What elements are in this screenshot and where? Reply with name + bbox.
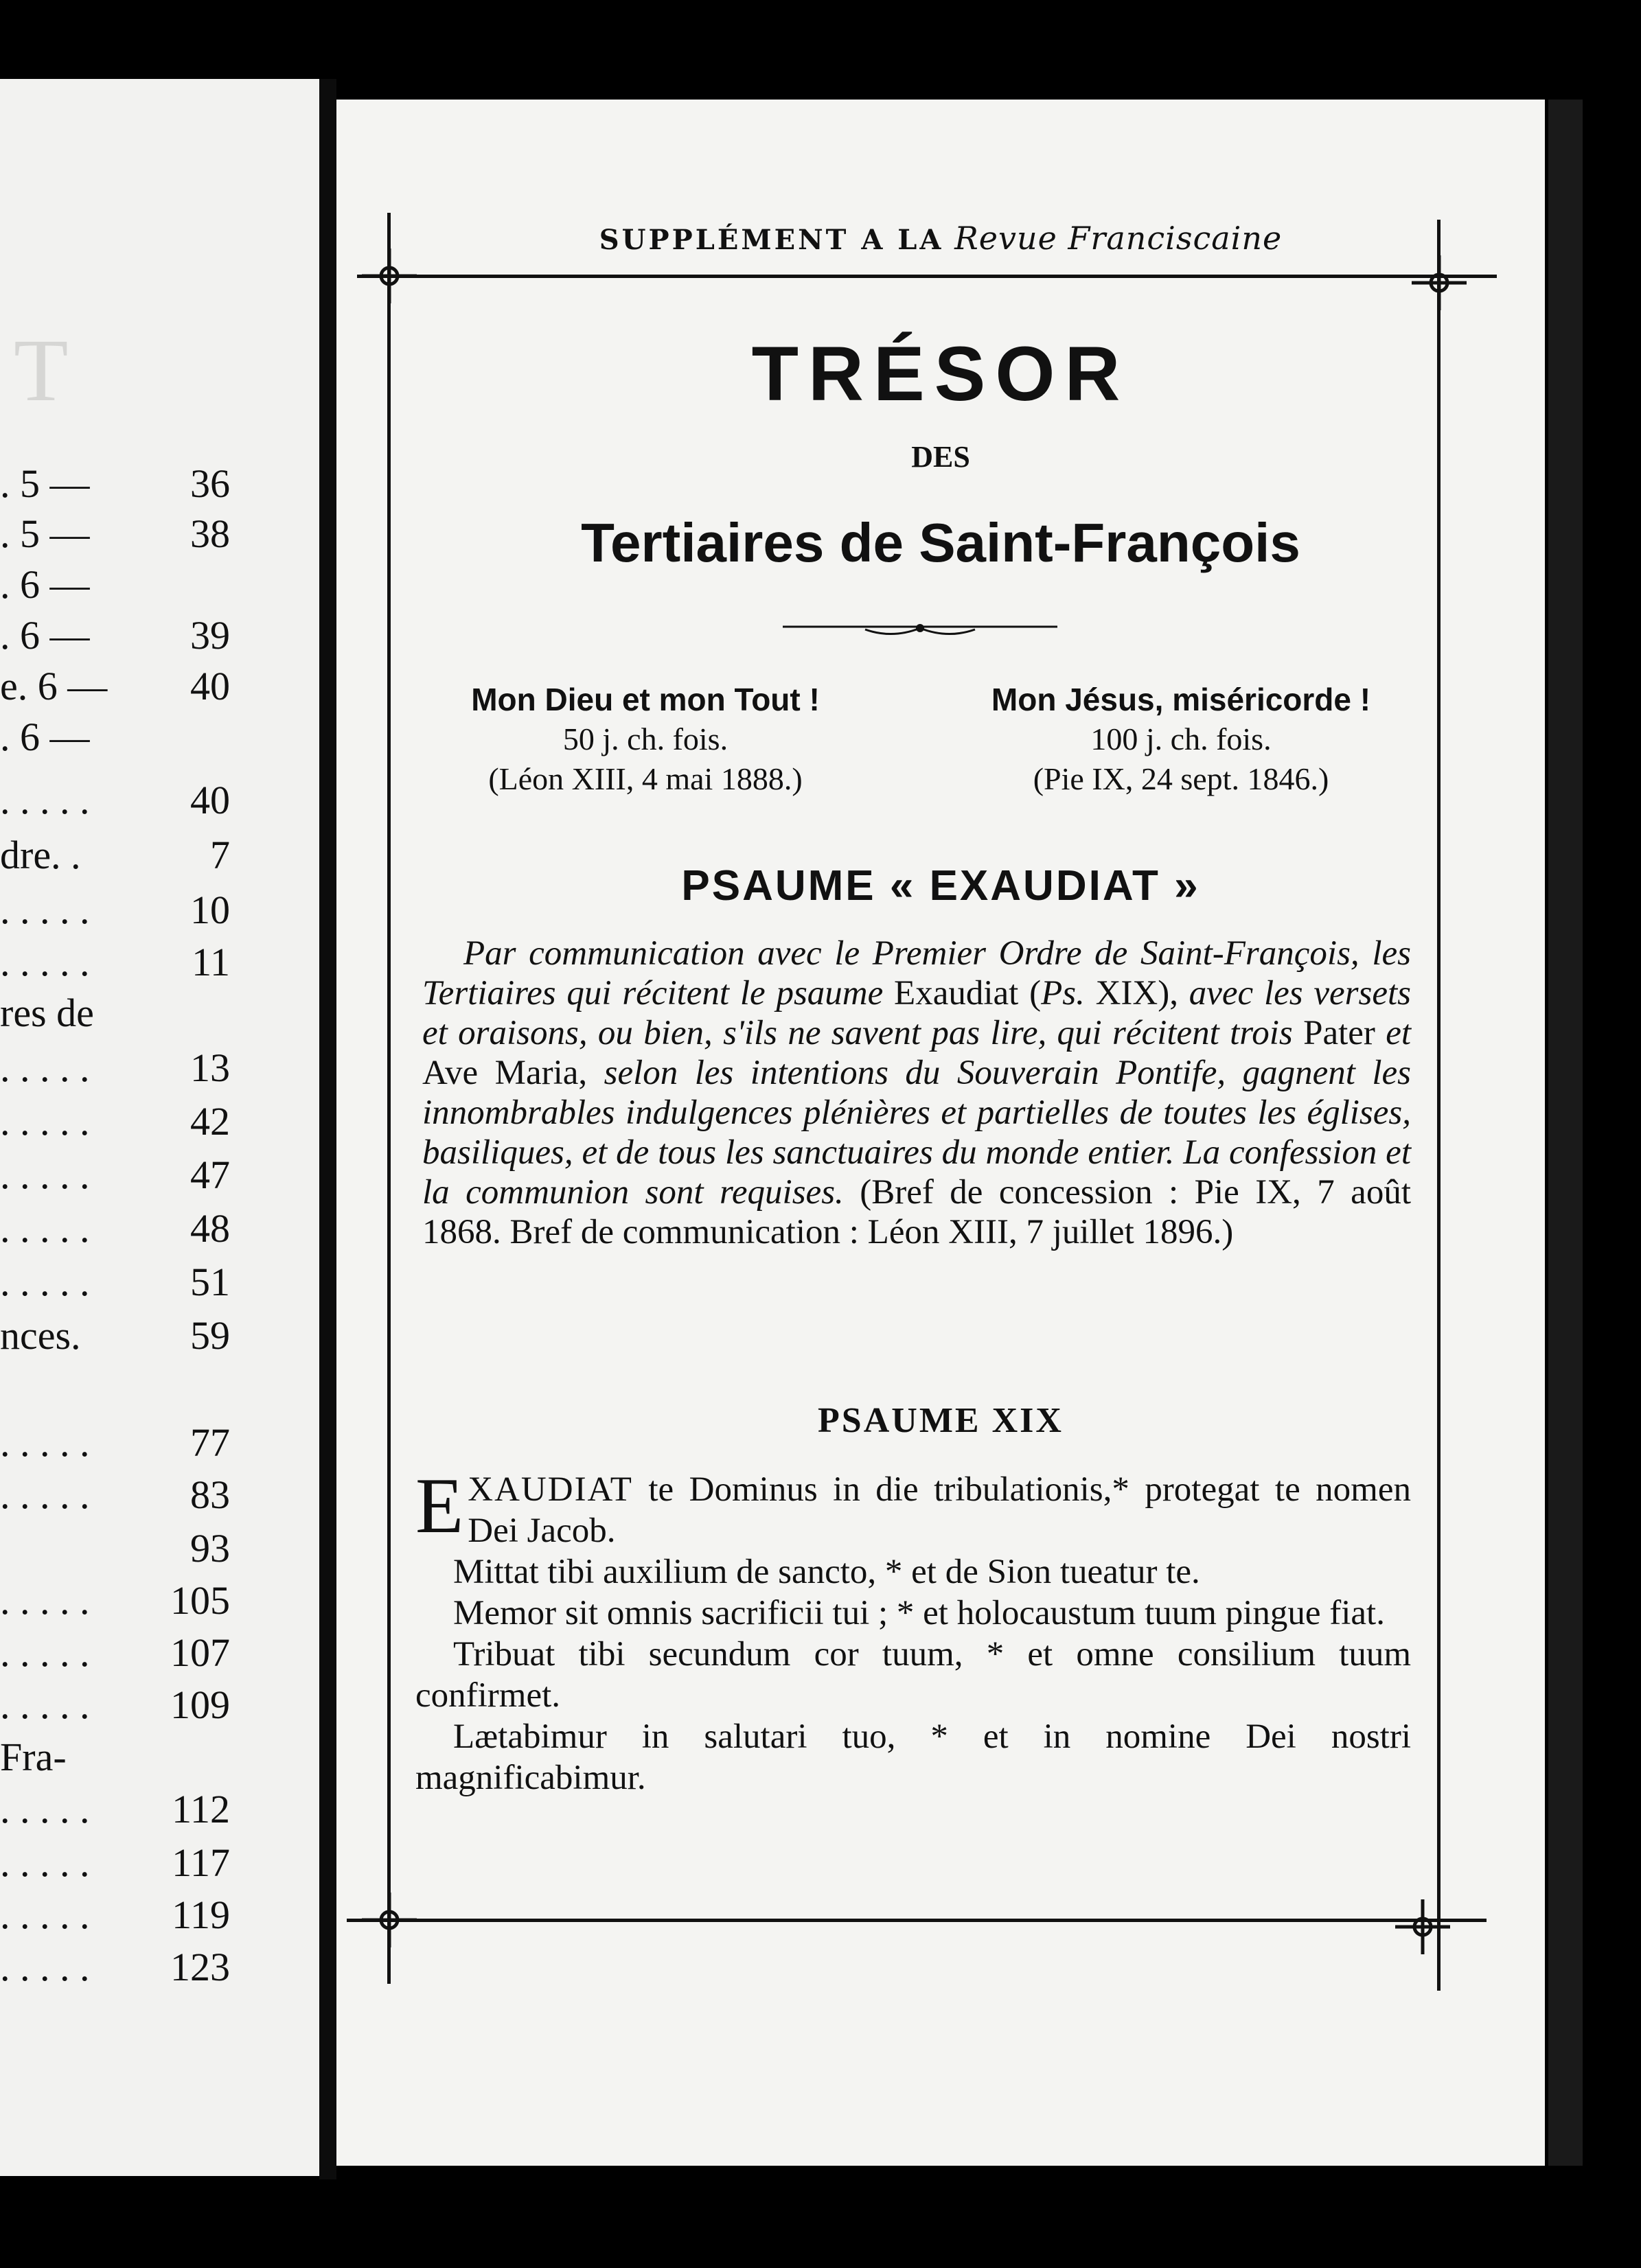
supplement-label: SUPPLÉMENT A LA: [599, 224, 944, 256]
toc-page-number: 36: [190, 461, 230, 506]
intro-text: (: [1029, 974, 1042, 1012]
frame-top-rule: [357, 275, 1497, 278]
toc-entry-text: . . . . .: [0, 1260, 90, 1304]
toc-entry-text: res de: [0, 991, 94, 1035]
toc-entry-text: . . . . .: [0, 1153, 90, 1197]
toc-row: [0, 776, 319, 824]
toc-page-number: 38: [190, 511, 230, 556]
toc-page-number: 39: [190, 613, 230, 658]
title-connector: DES: [911, 440, 970, 474]
toc-page-number: 117: [172, 1840, 230, 1885]
decree-reference: (Pie IX, 24 sept. 1846.): [1033, 761, 1329, 796]
toc-row: [0, 1943, 319, 1991]
toc-page-number: 83: [190, 1472, 230, 1517]
toc-entry-text: . . . . .: [0, 1206, 90, 1251]
toc-row: [0, 1629, 319, 1677]
toc-row: [0, 1577, 319, 1625]
toc-row: [0, 1891, 319, 1939]
toc-entry-text: . 6 —: [0, 613, 90, 658]
toc-page-number: 42: [190, 1099, 230, 1144]
toc-page-number: 93: [190, 1526, 230, 1571]
toc-page-number: 107: [170, 1630, 230, 1675]
toc-entry-text: . . . . .: [0, 1945, 90, 1989]
toc-entry-text: . 6 —: [0, 715, 90, 759]
revue-title: Revue Franciscaine: [954, 220, 1283, 257]
intro-text: Par communication avec le Premier Ordre de Saint-François, les Tertiaires qui récitent le psaume: [422, 934, 1411, 1012]
intro-text: Exaudiat: [883, 974, 1030, 1012]
invocation-left: [412, 680, 879, 799]
toc-entry-text: . . . . .: [0, 1045, 90, 1090]
page-subtitle: Tertiaires de Saint-François: [581, 512, 1300, 573]
verse: Tribuat tibi secundum cor tuum, * et omne consilium tuum confirmet.: [415, 1635, 1411, 1715]
toc-page-number: 11: [192, 940, 230, 984]
intro-text: selon les intentions du Souverain Pontife, gagnent les innombrables indulgences plénières et partielles de toutes les églises, basiliques, et de tous les sanctuaires du monde entier. La confession et la communion sont requises.: [422, 1054, 1411, 1212]
toc-page-number: 48: [190, 1206, 230, 1251]
toc-row: [0, 1471, 319, 1519]
toc-page-number: 40: [190, 664, 230, 708]
corner-ornament-icon: [1412, 255, 1467, 310]
invocation-text: Mon Dieu et mon Tout !: [471, 682, 820, 717]
intro-text: Ps.: [1041, 974, 1085, 1012]
verse: Mittat tibi auxilium de sancto, * et de Sion tueatur te.: [453, 1553, 1200, 1591]
frame-left-rule: [387, 213, 391, 1984]
invocation-text: Mon Jésus, miséricorde !: [991, 682, 1371, 717]
toc-entry-text: . . . . .: [0, 1787, 90, 1831]
section-heading: PSAUME « EXAUDIAT »: [681, 862, 1200, 910]
corner-ornament-icon: [362, 248, 417, 303]
toc-page-number: 112: [172, 1787, 230, 1831]
toc-entry-text: . . . . .: [0, 778, 90, 822]
toc-page-number: 10: [190, 888, 230, 932]
intro-text: et: [1386, 1014, 1411, 1052]
supplement-header: [336, 220, 1545, 257]
toc-page-number: 105: [170, 1578, 230, 1623]
indulgence-value: 100 j. ch. fois.: [1090, 721, 1272, 756]
intro-text: avec les versets et oraisons, ou bien, s'ils ne savent pas lire, qui récitent trois: [422, 974, 1411, 1052]
toc-row: [0, 831, 319, 879]
toc-row: [0, 1044, 319, 1092]
toc-page-number: 77: [190, 1420, 230, 1465]
toc-entry-text: e. 6 —: [0, 664, 108, 708]
toc-entry-text: . . . . .: [0, 1682, 90, 1727]
toc-entry-text: . . . . .: [0, 1893, 90, 1937]
toc-page-number: 47: [190, 1153, 230, 1197]
page-edge: [1548, 100, 1583, 2166]
toc-row: [0, 1733, 319, 1781]
toc-entry-text: . . . . .: [0, 888, 90, 932]
toc-page-number: 119: [172, 1893, 230, 1937]
toc-row: [0, 713, 319, 761]
toc-page-number: 109: [170, 1682, 230, 1727]
verse: Lætabimur in salutari tuo, * et in nomine Dei nostri magnificabimur.: [415, 1717, 1411, 1797]
toc-entry-text: . . . . .: [0, 1578, 90, 1623]
indulgence-value: 50 j. ch. fois.: [562, 721, 728, 756]
decree-reference: (Léon XIII, 4 mai 1888.): [488, 761, 803, 796]
intro-paragraph: [422, 934, 1411, 1252]
toc-row: [0, 886, 319, 934]
toc-entry-text: . . . . .: [0, 1472, 90, 1517]
frame-right-rule: [1437, 220, 1441, 1991]
toc-row: [0, 938, 319, 986]
toc-row: [0, 1785, 319, 1833]
toc-entry-text: Fra-: [0, 1735, 67, 1779]
toc-row: [0, 1681, 319, 1729]
verse: Memor sit omnis sacrificii tui ; * et holocaustum tuum pingue fiat.: [453, 1594, 1385, 1632]
toc-row: [0, 1312, 319, 1360]
toc-row: [0, 460, 319, 508]
toc-entry-text: . 5 —: [0, 511, 90, 556]
toc-row: [0, 1525, 319, 1573]
toc-page-number: 13: [190, 1045, 230, 1090]
invocation-right: [927, 680, 1435, 799]
toc-row: [0, 561, 319, 609]
toc-row: [0, 1205, 319, 1253]
corner-ornament-icon: [1395, 1899, 1450, 1954]
corner-ornament-icon: [362, 1893, 417, 1947]
page-title: TRÉSOR: [751, 331, 1130, 417]
toc-entry-text: . . . . .: [0, 1099, 90, 1144]
verse: [415, 1462, 1411, 1551]
flourish-divider-icon: [783, 614, 1057, 642]
toc-page-number: 123: [170, 1945, 230, 1989]
toc-page-number: 51: [190, 1260, 230, 1304]
intro-text: Pater: [1292, 1014, 1386, 1052]
toc-entry-text: . . . . .: [0, 1630, 90, 1675]
psalm-verses: [415, 1462, 1411, 1798]
toc-entry-text: . . . . .: [0, 1840, 90, 1885]
verse-text: te Dominus in die tribulationis,* protegat te nomen Dei Jacob.: [468, 1470, 1411, 1550]
toc-page-number: 40: [190, 778, 230, 822]
psalm-heading: PSAUME XIX: [818, 1401, 1064, 1440]
toc-entry-text: . 5 —: [0, 461, 90, 506]
toc-row: [0, 510, 319, 558]
gutter: [319, 79, 336, 2179]
intro-text: XIX),: [1084, 974, 1189, 1012]
toc-entry-text: dre. .: [0, 833, 81, 877]
toc-row: [0, 662, 319, 710]
toc-page-number: 59: [190, 1313, 230, 1358]
toc-row: [0, 989, 319, 1037]
intro-text: (Bref de concession : Pie IX, 7 août 1868. Bref de communication : Léon XIII, 7 juillet 1896.): [422, 1173, 1411, 1251]
toc-row: [0, 1151, 319, 1199]
toc-entry-text: nces.: [0, 1313, 81, 1358]
toc-entry-text: . 6 —: [0, 562, 90, 607]
verse-text: XAUDIAT: [468, 1470, 633, 1509]
toc-row: [0, 1258, 319, 1306]
toc-entry-text: . . . . .: [0, 940, 90, 984]
bleed-through-mark: T: [14, 321, 69, 420]
toc-row: [0, 1365, 319, 1413]
left-page: [0, 79, 319, 2176]
toc-page-number: 7: [210, 833, 230, 877]
frame-bottom-rule: [347, 1919, 1487, 1922]
toc-row: [0, 1839, 319, 1887]
toc-row: [0, 1419, 319, 1467]
toc-entry-text: . . . . .: [0, 1420, 90, 1465]
intro-text: Ave Maria,: [422, 1054, 604, 1092]
toc-row: [0, 1098, 319, 1146]
drop-cap: E: [415, 1462, 464, 1549]
toc-row: [0, 612, 319, 660]
